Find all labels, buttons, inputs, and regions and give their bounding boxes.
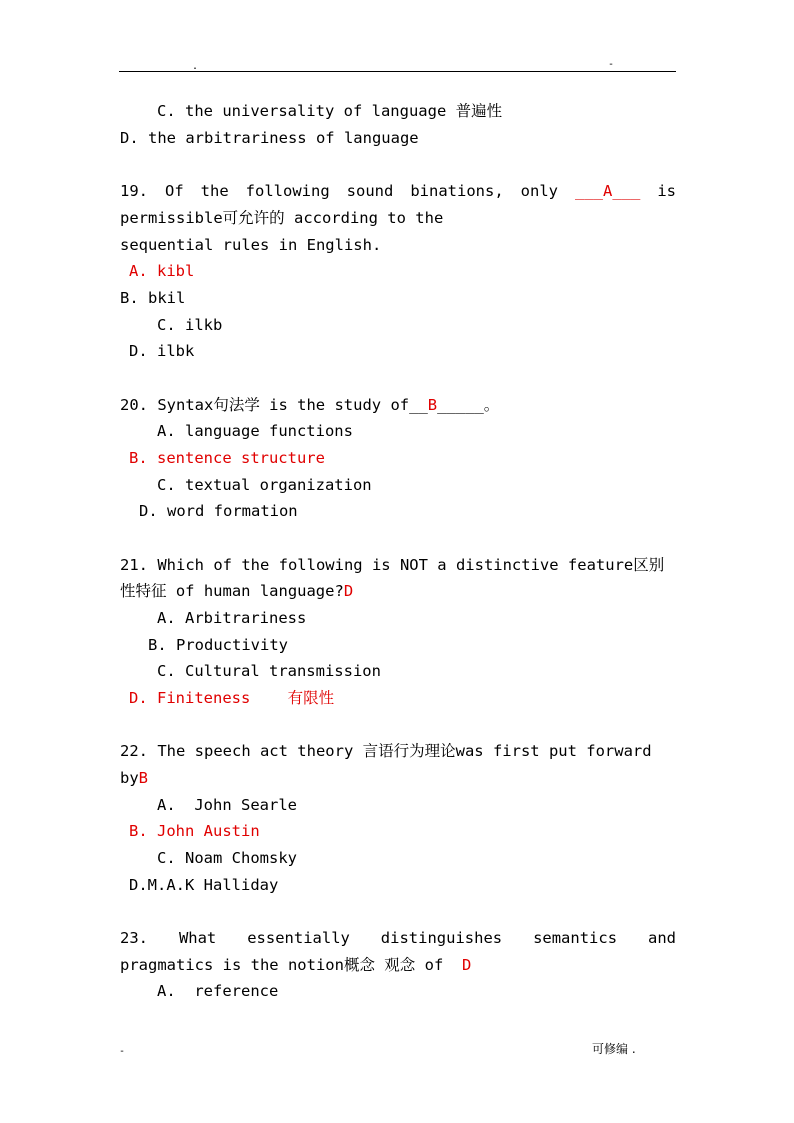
q21-option-a: A. Arbitrariness	[157, 609, 307, 627]
q23-stem-text: pragmatics is the notion概念 观念 of	[120, 956, 462, 974]
q19-word: Of	[165, 182, 184, 200]
q21-answer: D	[343, 582, 354, 600]
q21-stem-line-2	[120, 581, 353, 601]
q19-word: 19.	[120, 182, 148, 200]
q23-word: 23.	[120, 929, 148, 947]
q20-answer: B	[427, 396, 438, 414]
q20-option-a: A. language functions	[157, 422, 353, 440]
header-mark-right: -	[608, 59, 615, 70]
q21-option-c: C. Cultural transmission	[157, 662, 381, 680]
q19-word: is	[657, 182, 676, 200]
q22-stem-line-2	[120, 768, 148, 788]
q23-word: and	[648, 929, 676, 947]
q23-word: distinguishes	[380, 929, 503, 947]
q23-answer: D	[461, 956, 472, 974]
q21-option-b: B. Productivity	[148, 636, 288, 654]
q18-option-d: D. the arbitrariness of language	[120, 129, 419, 147]
q19-answer-blank: ___A___	[575, 182, 641, 200]
q22-option-a: A. John Searle	[157, 796, 297, 814]
header-rule	[119, 71, 676, 72]
q23-word: essentially	[247, 929, 350, 947]
q21-option-d: D. Finiteness 有限性	[129, 689, 335, 707]
q20-option-c: C. textual organization	[157, 476, 372, 494]
q22-stem-text: by	[120, 769, 139, 787]
q20-option-b: B. sentence structure	[129, 449, 325, 467]
q23-stem-line-2	[120, 955, 471, 975]
q22-option-d: D.M.A.K Halliday	[129, 876, 279, 894]
q19-word: the	[200, 182, 229, 200]
q23-word: semantics	[533, 929, 618, 947]
q23-word: What	[178, 929, 217, 947]
q20-stem-tail: _____。	[437, 396, 500, 414]
q23-option-a: A. reference	[157, 982, 279, 1000]
q21-stem-line-1: 21. Which of the following is NOT a distinctive feature区别	[120, 556, 665, 574]
q19-stem-line-1	[120, 181, 676, 201]
q22-stem-line-1: 22. The speech act theory 言语行为理论was first put forward	[120, 742, 652, 760]
q22-option-b: B. John Austin	[129, 822, 260, 840]
header-mark-left: .	[192, 61, 199, 72]
q20-stem	[120, 395, 499, 415]
q19-word: only	[520, 182, 558, 200]
footer-text: 可修编 .	[592, 1042, 636, 1056]
q21-stem-text: 性特征 of human language?	[120, 582, 344, 600]
q19-stem-line-2: permissible可允许的 according to the	[120, 209, 444, 227]
q19-option-c: C. ilkb	[157, 316, 223, 334]
q22-answer: B	[138, 769, 149, 787]
footer-mark-left: -	[119, 1046, 126, 1057]
q19-option-d: D. ilbk	[129, 342, 195, 360]
q19-stem-line-3: sequential rules in English.	[120, 236, 382, 254]
q19-word: following	[245, 182, 330, 200]
q22-option-c: C. Noam Chomsky	[157, 849, 297, 867]
q18-option-c: C. the universality of language 普遍性	[157, 102, 503, 120]
q20-option-d: D. word formation	[139, 502, 298, 520]
q20-stem-text: 20. Syntax句法学 is the study of__	[120, 396, 428, 414]
q19-word: binations,	[410, 182, 504, 200]
q19-option-a: A. kibl	[129, 262, 195, 280]
q19-word: sound	[346, 182, 394, 200]
q19-option-b: B. bkil	[120, 289, 186, 307]
q23-stem-line-1	[120, 928, 676, 948]
